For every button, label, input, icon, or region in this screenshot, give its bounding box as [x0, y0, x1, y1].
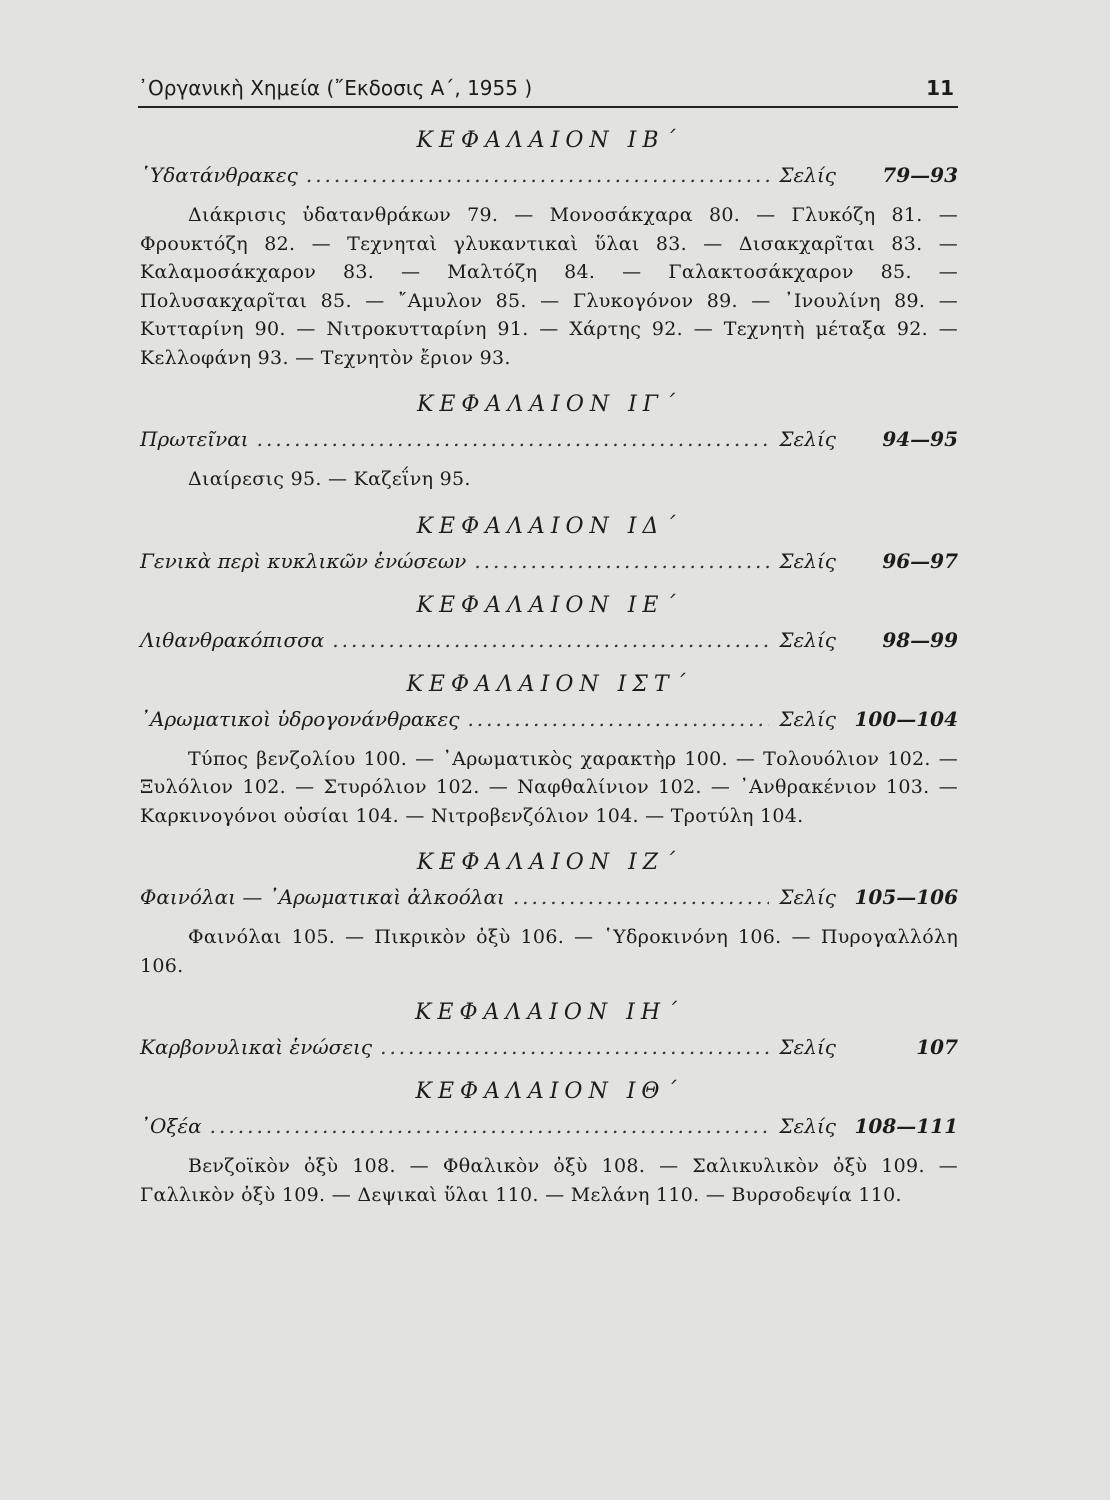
- chapter-12: [140, 128, 958, 372]
- toc-entry: [140, 885, 958, 909]
- page-label: Σελίς: [779, 627, 836, 652]
- chapter-heading: ΚΕΦΑΛΑΙΟΝ ΙΒ΄: [416, 128, 682, 153]
- toc-entry: [140, 163, 958, 187]
- chapter-title: ᾿Οξέα: [140, 1114, 202, 1138]
- chapter-topics: Διαίρεσις 95. — Καζεΐνη 95.: [188, 468, 471, 490]
- page-range: 108—111: [854, 1114, 958, 1138]
- chapter-heading: ΚΕΦΑΛΑΙΟΝ ΙΓ΄: [416, 392, 682, 417]
- table-of-contents: [140, 128, 958, 1229]
- chapter-heading: ΚΕΦΑΛΑΙΟΝ ΙΔ΄: [416, 513, 682, 539]
- book-title: ᾿Οργανικὴ Χημεία (῎Εκδοσις Α΄, 1955 ): [138, 76, 533, 100]
- chapter-title: Καρβονυλικαὶ ἑνώσεις: [140, 1035, 373, 1059]
- page-range: 94—95: [882, 427, 958, 451]
- leader-dots: [513, 885, 770, 909]
- page-label: Σελίς: [779, 427, 836, 451]
- toc-entry: [140, 427, 958, 451]
- toc-entry: [140, 707, 958, 731]
- chapter-heading: ΚΕΦΑΛΑΙΟΝ ΙΘ΄: [415, 1079, 683, 1104]
- chapter-17: [140, 850, 958, 980]
- chapter-title: Πρωτεῖναι: [140, 427, 249, 451]
- leader-dots: [467, 707, 769, 731]
- toc-entry: [140, 1035, 958, 1059]
- chapter-heading: ΚΕΦΑΛΑΙΟΝ ΙΕ΄: [416, 592, 682, 618]
- chapter-title: ᾿Αρωματικοὶ ὑδρογονάνθρακες: [140, 706, 460, 731]
- toc-entry: [140, 549, 958, 573]
- toc-entry: [140, 1114, 958, 1138]
- chapter-15: [140, 593, 958, 652]
- page-range: 100—104: [854, 706, 958, 731]
- chapter-19: [140, 1079, 958, 1209]
- chapter-13: [140, 392, 958, 494]
- leader-dots: [210, 1114, 770, 1138]
- page-label: Σελίς: [779, 163, 836, 187]
- page-range: 98—99: [882, 627, 958, 652]
- chapter-topics: Διάκρισις ὑδατανθράκων 79. — Μονοσάκχαρα 80. — Γλυκόζη 81. — Φρουκτόζη 82. — Τεχνηταὶ γλυκαντικαὶ ὕλαι 83. — Δισακχαρῖται 83. — Καλαμοσάκχαρον 83. — Μαλτόζη 84. — Γαλακτοσάκχαρον 85. — Πολυσακχαρῖται 85. — ῎Αμυλον 85. — Γλυκογόνον 89. — ᾿Ινουλίνη 89. — Κυτταρίνη 90. — Νιτροκυτταρίνη 91. — Χάρτης 92. — Τεχνητὴ μέταξα 92. — Κελλοφάνη 93. — Τεχνητὸν ἔριον 93.: [140, 204, 958, 369]
- chapter-14: [140, 514, 958, 573]
- chapter-topics: Φαινόλαι 105. — Πικρικὸν ὀξὺ 106. — ῾Υδροκινόνη 106. — Πυρογαλλόλη 106.: [140, 926, 958, 977]
- chapter-topics: Τύπος βενζολίου 100. — ᾿Αρωματικὸς χαρακτὴρ 100. — Τολουόλιον 102. — Ξυλόλιον 102. — Στυρόλιον 102. — Ναφθαλίνιον 102. — ᾿Ανθρακένιον 103. — Καρκινογόνοι οὐσίαι 104. — Νιτροβενζόλιον 104. — Τροτύλη 104.: [140, 747, 958, 827]
- page-number: 11: [926, 76, 954, 100]
- chapter-topics: Βενζοϊκὸν ὀξὺ 108. — Φθαλικὸν ὀξὺ 108. — Σαλικυλικὸν ὀξὺ 109. — Γαλλικὸν ὀξὺ 109. — Δεψικαὶ ὕλαι 110. — Μελάνη 110. — Βυρσοδεψία 110.: [140, 1155, 958, 1206]
- page-label: Σελίς: [779, 706, 836, 731]
- chapter-16: [140, 672, 958, 831]
- leader-dots: [380, 1035, 769, 1059]
- page-label: Σελίς: [779, 1035, 836, 1059]
- toc-entry: [140, 628, 958, 652]
- page-range: 107: [916, 1035, 958, 1059]
- page-range: 79—93: [882, 163, 958, 187]
- chapter-heading: ΚΕΦΑΛΑΙΟΝ ΙΣΤ΄: [406, 671, 692, 697]
- chapter-title: Γενικὰ περὶ κυκλικῶν ἑνώσεων: [140, 548, 467, 573]
- chapter-18: [140, 1000, 958, 1059]
- page-range: 105—106: [854, 885, 958, 909]
- running-header: [138, 76, 958, 108]
- page-label: Σελίς: [779, 548, 836, 573]
- page-label: Σελίς: [779, 1114, 836, 1138]
- leader-dots: [306, 163, 770, 187]
- chapter-heading: ΚΕΦΑΛΑΙΟΝ ΙΖ΄: [416, 850, 682, 875]
- chapter-title: ῾Υδατάνθρακες: [140, 163, 298, 187]
- leader-dots: [474, 549, 769, 573]
- leader-dots: [257, 427, 770, 451]
- page-range: 96—97: [882, 548, 958, 573]
- chapter-heading: ΚΕΦΑΛΑΙΟΝ ΙΗ΄: [414, 1000, 684, 1025]
- leader-dots: [332, 628, 769, 652]
- chapter-title: Λιθανθρακόπισσα: [140, 627, 325, 652]
- chapter-title: Φαινόλαι — ᾿Αρωματικαὶ ἀλκοόλαι: [140, 885, 505, 909]
- page-label: Σελίς: [779, 885, 836, 909]
